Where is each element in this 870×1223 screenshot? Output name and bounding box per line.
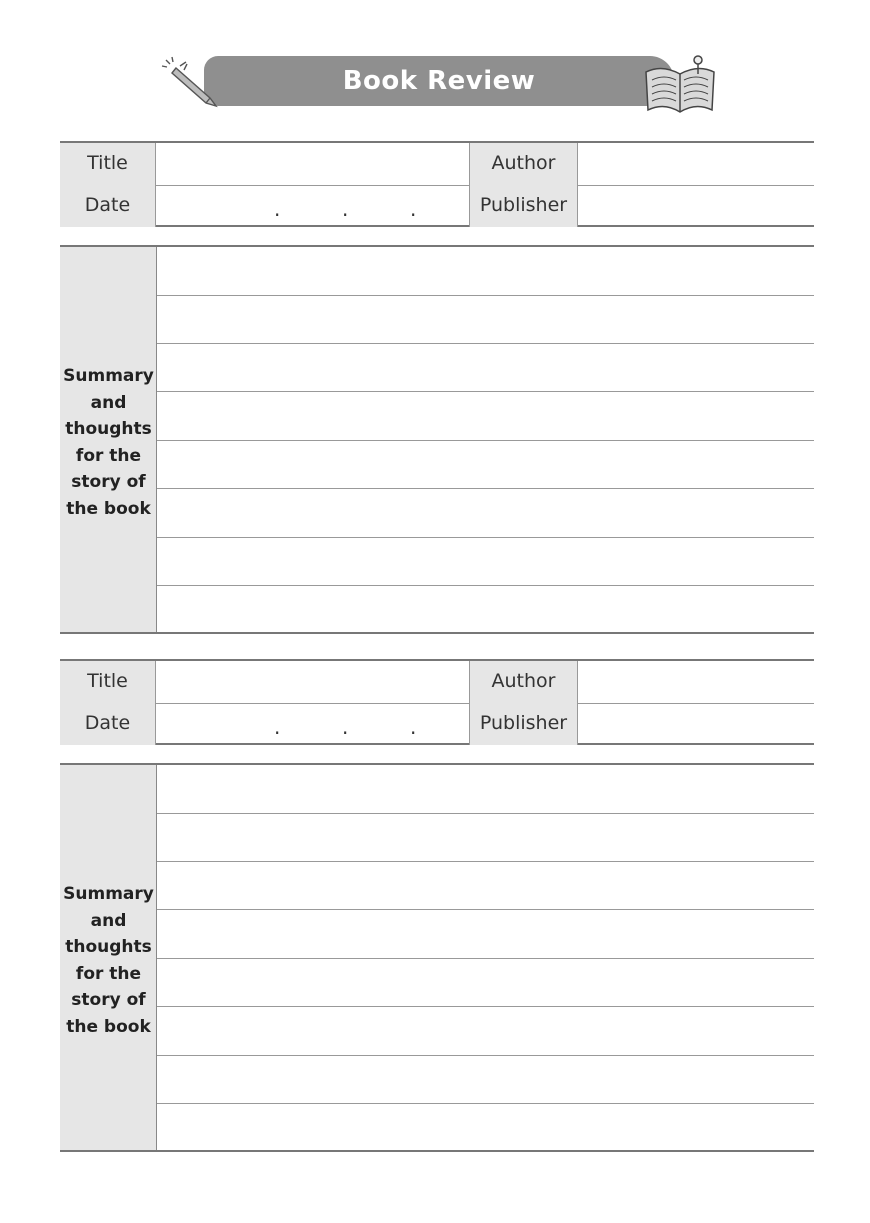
writing-line[interactable] (157, 488, 814, 489)
title-field[interactable] (156, 143, 470, 185)
author-label: Author (470, 143, 578, 185)
summary-label: Summary and thoughts for the story of the book (63, 366, 154, 519)
date-separator: . (274, 715, 281, 739)
title-label: Title (60, 143, 156, 185)
summary-label-cell (60, 765, 157, 1150)
page-title: Book Review (342, 66, 536, 96)
writing-line[interactable] (157, 585, 814, 586)
summary-box-1 (60, 245, 814, 634)
info-row-title (60, 143, 814, 186)
date-field[interactable] (156, 185, 470, 227)
date-separator: . (342, 715, 349, 739)
publisher-label: Publisher (470, 185, 578, 227)
writing-line[interactable] (157, 537, 814, 538)
info-row-date (60, 185, 814, 227)
writing-line[interactable] (157, 1055, 814, 1056)
publisher-label: Publisher (470, 703, 578, 745)
book-info-table-1 (60, 141, 814, 227)
summary-label: Summary and thoughts for the story of the book (63, 884, 154, 1037)
writing-line[interactable] (157, 1006, 814, 1007)
author-label: Author (470, 661, 578, 703)
author-field[interactable] (578, 143, 814, 185)
info-row-title (60, 661, 814, 704)
date-label: Date (60, 703, 156, 745)
date-separator: . (274, 197, 281, 221)
pencil-icon (158, 54, 224, 110)
title-banner (204, 56, 674, 106)
writing-line[interactable] (157, 391, 814, 392)
author-field[interactable] (578, 661, 814, 703)
summary-label-cell (60, 247, 157, 632)
title-field[interactable] (156, 661, 470, 703)
writing-line[interactable] (157, 1103, 814, 1104)
date-separator: . (410, 197, 417, 221)
writing-line[interactable] (157, 958, 814, 959)
summary-box-2 (60, 763, 814, 1152)
info-row-date (60, 703, 814, 745)
date-label: Date (60, 185, 156, 227)
book-info-table-2 (60, 659, 814, 745)
writing-line[interactable] (157, 909, 814, 910)
date-separator: . (410, 715, 417, 739)
publisher-field[interactable] (578, 185, 814, 227)
publisher-field[interactable] (578, 703, 814, 745)
title-label: Title (60, 661, 156, 703)
date-separator: . (342, 197, 349, 221)
writing-line[interactable] (157, 440, 814, 441)
writing-line[interactable] (157, 343, 814, 344)
date-field[interactable] (156, 703, 470, 745)
writing-line[interactable] (157, 861, 814, 862)
writing-line[interactable] (157, 295, 814, 296)
open-book-icon (640, 52, 720, 118)
writing-line[interactable] (157, 813, 814, 814)
